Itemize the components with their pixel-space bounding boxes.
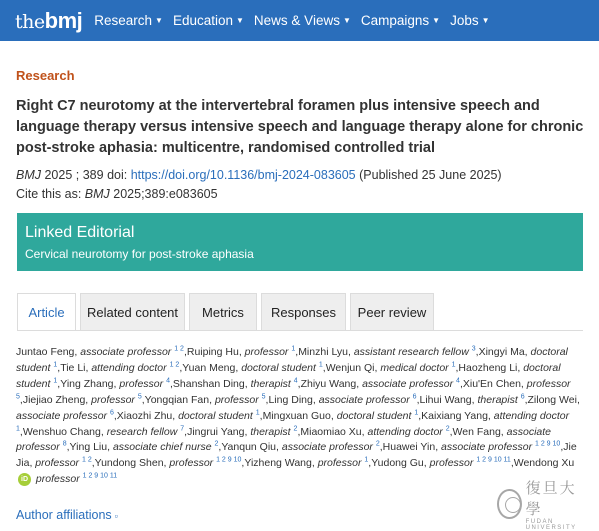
- affiliation-ref[interactable]: 1: [318, 361, 323, 369]
- nav-education[interactable]: [173, 13, 244, 28]
- author-name[interactable]: Lihui Wang: [419, 393, 472, 406]
- author-entry: Jie Jia, professor $^{1 2}$,: [16, 441, 577, 470]
- author-role: attending doctor: [367, 425, 443, 438]
- author-entry: Lihui Wang, therapist $^6$,: [419, 393, 528, 406]
- cite-journal: BMJ: [84, 187, 110, 201]
- author-name[interactable]: Yizheng Wang: [244, 457, 312, 470]
- affiliation-ref[interactable]: 4: [166, 377, 170, 385]
- author-role: assistant research fellow: [353, 346, 469, 358]
- affiliation-ref[interactable]: 5: [16, 393, 20, 401]
- author-role: professor: [35, 473, 80, 486]
- author-role: medical doctor: [380, 361, 449, 374]
- logo-the: the: [15, 10, 45, 33]
- author-role: attending doctor: [493, 409, 570, 422]
- author-entry: Minzhi Lyu, assistant research fellow $^3$,: [298, 345, 479, 358]
- author-role: associate professor: [318, 393, 410, 406]
- author-role: professor: [429, 457, 474, 470]
- author-name[interactable]: Zhiyu Wang: [300, 377, 357, 390]
- author-name[interactable]: Huawei Yin: [382, 441, 436, 454]
- university-seal-icon: [497, 489, 522, 519]
- tab-responses[interactable]: Responses: [261, 293, 346, 331]
- cite-ref: 2025;389:e083605: [113, 187, 218, 201]
- author-entry: Yanqun Qiu, associate professor $^2$,: [221, 440, 383, 454]
- year-volume: 2025 ; 389: [44, 168, 104, 182]
- nav-research[interactable]: [94, 13, 163, 28]
- author-role: associate chief nurse: [112, 441, 212, 454]
- author-role: research fellow: [106, 425, 178, 438]
- author-role: professor: [317, 457, 362, 470]
- author-role: doctoral student: [16, 346, 568, 374]
- linked-editorial-box: [17, 213, 583, 271]
- nav-news-views[interactable]: [254, 13, 351, 28]
- author-role: professor: [214, 393, 259, 406]
- author-role: attending doctor: [91, 361, 167, 374]
- tab-metrics[interactable]: Metrics: [189, 293, 257, 331]
- affiliation-ref[interactable]: 1: [364, 456, 369, 464]
- author-entry: Yongqian Fan, professor $^5$,: [144, 393, 269, 406]
- author-name[interactable]: Jiejiao Zheng: [22, 393, 86, 406]
- author-role: associate professor: [441, 441, 533, 454]
- affiliation-ref[interactable]: 1 2 9 10: [535, 440, 561, 448]
- author-entry: Jiejiao Zheng, professor $^5$,: [22, 393, 145, 406]
- affiliation-ref[interactable]: 2: [375, 440, 380, 448]
- chevron-down-icon: ▼: [342, 16, 351, 25]
- author-role: associate professor: [16, 409, 108, 422]
- main-nav: [94, 13, 499, 28]
- author-entry: Xiaozhi Zhu, doctoral student $^1$,: [116, 409, 263, 422]
- author-entry: Ying Liu, associate chief nurse $^2$,: [69, 440, 222, 454]
- author-entry: Kaixiang Yang, attending doctor $^1$,: [16, 409, 570, 438]
- chevron-down-icon: ▼: [432, 16, 441, 25]
- author-role: therapist: [250, 377, 291, 390]
- author-role: doctoral student: [241, 361, 316, 374]
- author-entry: Xiu'En Chen, professor $^5$,: [16, 377, 571, 406]
- article-section-label: Research: [16, 68, 75, 83]
- author-role: professor: [35, 457, 80, 470]
- author-name[interactable]: Ruiping Hu: [186, 346, 239, 358]
- author-name[interactable]: Jingrui Yang: [187, 425, 245, 438]
- author-name[interactable]: Minzhi Lyu: [298, 346, 348, 358]
- author-role: associate professor: [80, 346, 172, 358]
- author-entry: Jingrui Yang, therapist $^2$,: [187, 425, 301, 438]
- author-entry: Mingxuan Guo, doctoral student $^1$,: [262, 409, 422, 422]
- author-name[interactable]: Tie Li: [60, 361, 86, 374]
- affiliation-ref[interactable]: 8: [62, 440, 67, 448]
- journal-name: BMJ: [16, 168, 41, 182]
- cite-as-line: [16, 187, 218, 201]
- author-name[interactable]: Zilong Wei: [527, 393, 577, 406]
- article-tabs: [17, 293, 438, 331]
- chevron-down-icon: ▼: [155, 16, 163, 25]
- author-role: professor: [244, 346, 289, 358]
- affiliation-ref[interactable]: 7: [180, 425, 185, 433]
- author-entry: Yundong Shen, professor $^{1 2 9 10}$,: [94, 456, 245, 470]
- tab-related-content[interactable]: Related content: [80, 293, 185, 331]
- author-name[interactable]: Yongqian Fan: [144, 393, 210, 406]
- author-entry: Ruiping Hu, professor $^1$,: [186, 345, 299, 358]
- watermark-text: [526, 477, 591, 531]
- logo-bmj: bmj: [44, 7, 83, 33]
- author-role: professor: [169, 457, 214, 470]
- affiliation-ref[interactable]: 6: [520, 393, 525, 401]
- tab-article[interactable]: Article: [17, 293, 76, 331]
- affiliation-ref[interactable]: 3: [471, 345, 476, 353]
- author-entry: Yizheng Wang, professor $^1$,: [244, 456, 372, 470]
- affiliation-ref[interactable]: 1: [53, 361, 58, 369]
- affiliation-ref[interactable]: 1 2: [169, 361, 180, 369]
- affiliation-ref[interactable]: 1 2: [81, 456, 92, 464]
- article-title: Right C7 neurotomy at the intervertebral foramen plus intensive speech and language therapy versus intensive speech and language therapy alone for chronic post-stroke aphasia: multicentre, randomised controlled trial: [16, 98, 584, 156]
- affiliation-ref[interactable]: 1: [451, 361, 456, 369]
- author-role: professor: [526, 377, 571, 390]
- author-entry: Ying Zhang, professor $^4$,: [60, 377, 173, 390]
- author-entry: Wenshuo Chang, research fellow $^7$,: [22, 425, 188, 438]
- author-name[interactable]: Wen Fang: [452, 425, 501, 438]
- affiliation-ref[interactable]: 5: [137, 393, 142, 401]
- orcid-icon[interactable]: iD: [18, 473, 31, 486]
- chevron-icon: ▫: [114, 511, 118, 521]
- affiliation-ref[interactable]: 1: [291, 345, 296, 353]
- affiliation-ref[interactable]: 6: [109, 409, 114, 417]
- author-list: [16, 345, 586, 488]
- affiliation-ref[interactable]: 1: [414, 409, 419, 417]
- published-date: (Published 25 June 2025): [359, 168, 502, 182]
- author-affiliations-toggle[interactable]: [16, 508, 118, 522]
- tab-divider: [17, 330, 583, 331]
- author-entry: Yuan Meng, doctoral student $^1$,: [182, 361, 326, 374]
- author-entry: Wen Fang, associate professor $^8$,: [16, 425, 551, 454]
- author-name[interactable]: Xiaozhi Zhu: [116, 409, 173, 422]
- nav-campaigns[interactable]: [361, 13, 440, 28]
- chevron-down-icon: ▼: [481, 16, 490, 25]
- author-name[interactable]: Wenjun Qi: [325, 361, 375, 374]
- author-name[interactable]: Wendong Xu: [513, 457, 575, 470]
- author-entry: Shanshan Ding, therapist $^4$,: [172, 377, 301, 390]
- author-role: professor: [91, 393, 135, 406]
- affiliation-ref[interactable]: 1 2 9 10: [216, 456, 242, 464]
- author-entry: Miaomiao Xu, attending doctor $^2$,: [300, 425, 453, 438]
- cite-label: Cite this as:: [16, 187, 82, 201]
- affiliation-ref[interactable]: 1 2 9 10 11: [82, 472, 118, 480]
- nav-label: Jobs: [450, 13, 479, 28]
- chevron-down-icon: ▼: [236, 16, 244, 25]
- top-navigation-bar: [0, 0, 599, 41]
- author-entry: Haozheng Li, doctoral student $^1$,: [16, 361, 561, 390]
- affiliation-ref[interactable]: 2: [293, 425, 298, 433]
- author-entry: Huawei Yin, associate professor $^{1 2 9 10}$,: [382, 440, 564, 454]
- watermark-cn: 復旦大學: [525, 479, 577, 518]
- doi-link[interactable]: https://doi.org/10.1136/bmj-2024-083605: [130, 168, 356, 182]
- author-role: associate professor: [281, 441, 373, 454]
- author-name[interactable]: Wenshuo Chang: [22, 425, 101, 438]
- watermark-en: FUDAN UNIVERSITY: [525, 519, 577, 531]
- bmj-logo[interactable]: [15, 7, 83, 33]
- author-entry: Xingyi Ma, doctoral student $^1$,: [16, 346, 568, 374]
- author-name[interactable]: Kaixiang Yang: [421, 409, 488, 422]
- nav-label: Research: [94, 13, 153, 28]
- author-role: associate professor: [16, 425, 551, 454]
- author-role: therapist: [477, 393, 518, 406]
- author-name[interactable]: Ying Liu: [69, 441, 108, 454]
- affiliation-ref[interactable]: 5: [261, 393, 266, 401]
- affiliation-ref[interactable]: 1: [255, 409, 260, 417]
- author-name[interactable]: Xiu'En Chen: [462, 377, 521, 390]
- affiliation-ref[interactable]: 4: [293, 377, 298, 385]
- author-name[interactable]: Yuan Meng: [182, 361, 236, 374]
- affiliation-ref[interactable]: 1: [53, 377, 58, 385]
- affiliation-ref[interactable]: 2: [214, 440, 219, 448]
- author-role: doctoral student: [16, 361, 561, 390]
- citation-line: [16, 168, 502, 182]
- affiliation-ref[interactable]: 1 2: [174, 345, 184, 353]
- author-name[interactable]: Yudong Gu: [371, 457, 424, 470]
- author-entry: Juntao Feng, associate professor $^{1 2}$,: [16, 345, 187, 358]
- author-name[interactable]: Juntao Feng: [16, 346, 75, 358]
- tab-peer-review[interactable]: Peer review: [350, 293, 434, 331]
- author-name[interactable]: Shanshan Ding: [172, 377, 245, 390]
- author-entry: Zilong Wei, associate professor $^6$,: [16, 393, 580, 422]
- author-entry: Tie Li, attending doctor $^{1 2}$,: [60, 361, 183, 374]
- nav-label: News & Views: [253, 13, 340, 28]
- fudan-watermark: [497, 479, 591, 531]
- linked-editorial-heading: Linked Editorial: [25, 224, 135, 241]
- affiliation-ref[interactable]: 2: [445, 425, 450, 433]
- author-name[interactable]: Ling Ding: [268, 393, 313, 406]
- affiliation-ref[interactable]: 6: [412, 393, 417, 401]
- author-name[interactable]: Miaomiao Xu: [300, 425, 362, 438]
- author-name[interactable]: Jie Jia: [16, 441, 577, 470]
- author-entry: Wenjun Qi, medical doctor $^1$,: [325, 361, 459, 374]
- author-role: professor: [119, 377, 164, 390]
- author-role: associate professor: [362, 377, 454, 390]
- nav-jobs[interactable]: [450, 13, 489, 28]
- author-name[interactable]: Xingyi Ma: [478, 346, 525, 358]
- author-entry: Yudong Gu, professor $^{1 2 9 10 11}$,: [371, 456, 514, 470]
- author-entry: Zhiyu Wang, associate professor $^4$,: [300, 377, 463, 390]
- affiliations-label: Author affiliations: [16, 508, 112, 522]
- doi-label: doi:: [107, 168, 128, 182]
- author-name[interactable]: Mingxuan Guo: [262, 409, 331, 422]
- linked-editorial-link[interactable]: Cervical neurotomy for post-stroke aphasia: [25, 247, 254, 261]
- author-role: therapist: [250, 425, 291, 438]
- nav-label: Education: [172, 13, 233, 28]
- nav-label: Campaigns: [360, 13, 430, 28]
- author-name[interactable]: Haozheng Li: [458, 361, 518, 374]
- author-role: doctoral student: [336, 409, 412, 422]
- affiliation-ref[interactable]: 1 2 9 10 11: [476, 456, 511, 464]
- author-entry: Ling Ding, associate professor $^6$,: [268, 393, 420, 406]
- author-name[interactable]: Ying Zhang: [60, 377, 114, 390]
- author-name[interactable]: Yanqun Qiu: [221, 441, 277, 454]
- affiliation-ref[interactable]: 4: [456, 377, 460, 385]
- author-name[interactable]: Yundong Shen: [94, 457, 164, 470]
- affiliation-ref[interactable]: 1: [16, 425, 20, 433]
- author-role: doctoral student: [178, 409, 253, 422]
